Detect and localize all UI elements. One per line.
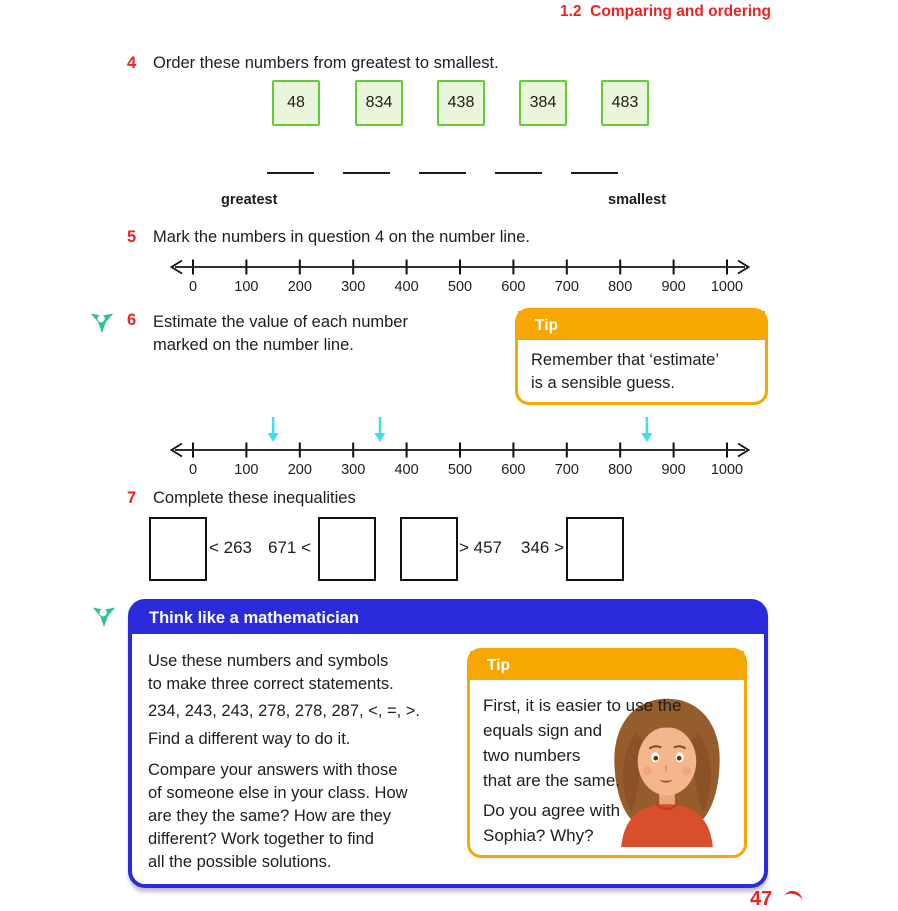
tick-label: 800 [608, 462, 633, 478]
number-line-2[interactable] [168, 414, 752, 484]
answer-box[interactable] [149, 517, 207, 581]
number-card: 483 [601, 80, 649, 126]
tick-label: 0 [188, 462, 198, 478]
think-box [128, 599, 768, 888]
q7-number: 7 [127, 489, 137, 507]
q6-prompt [153, 311, 408, 357]
answer-blank[interactable] [571, 170, 618, 174]
tick-label: 100 [234, 279, 259, 295]
answer-blank[interactable] [495, 170, 542, 174]
inequality-label: 671 < [268, 538, 312, 557]
number-line-axis [168, 414, 752, 460]
answer-box[interactable] [566, 517, 624, 581]
tip-body [518, 340, 765, 401]
q6-prompt-line1: Estimate the value of each number [153, 313, 408, 331]
tick-label: 900 [661, 279, 686, 295]
tick-label: 300 [341, 462, 366, 478]
number-card: 834 [355, 80, 403, 126]
tick-label: 500 [447, 279, 473, 295]
think-text: Find a different way to do it. [148, 730, 351, 748]
think-text: of someone else in your class. How [148, 784, 408, 802]
q6-number: 6 [127, 311, 137, 329]
tip-title: Tip [518, 311, 765, 340]
think-text: Use these numbers and symbols [148, 652, 389, 670]
tick-label: 1000 [710, 279, 744, 295]
q5-number: 5 [127, 228, 137, 246]
inequality-label: > 457 [459, 538, 503, 557]
tick-label: 900 [661, 462, 686, 478]
think-text: different? Work together to find [148, 830, 374, 848]
marker-arrow-350 [374, 417, 385, 442]
q5-prompt: Mark the numbers in question 4 on the number line. [153, 228, 530, 246]
tick-label: 700 [554, 462, 579, 478]
number-card: 438 [437, 80, 485, 126]
think-text: to make three correct statements. [148, 675, 394, 693]
tip-line: is a sensible guess. [531, 374, 675, 392]
answer-blank[interactable] [419, 170, 466, 174]
tip-line: Do you agree with [483, 801, 621, 820]
page-number-fragment: 47 [750, 888, 773, 910]
number-card: 48 [272, 80, 320, 126]
tip-line: First, it is easier to use the [483, 696, 682, 715]
q4-prompt: Order these numbers from greatest to smallest. [153, 54, 499, 72]
tip-line: Remember that ‘estimate’ [531, 351, 719, 369]
think-like-mathematician-icon [90, 600, 118, 633]
answer-box[interactable] [400, 517, 458, 581]
inequality-label: < 263 [209, 538, 253, 557]
tip-line: equals sign and [483, 721, 603, 740]
tick-label: 500 [447, 462, 473, 478]
tip-box [467, 648, 747, 858]
tip-box [515, 308, 768, 405]
page-corner-swoosh [782, 889, 803, 908]
tick-label: 600 [501, 462, 526, 478]
marker-arrow-850 [641, 417, 652, 442]
tick-label: 800 [608, 279, 633, 295]
number-line-1[interactable] [168, 257, 752, 301]
inequality-label: 346 > [521, 538, 565, 557]
tick-label: 0 [188, 279, 198, 295]
think-like-mathematician-icon [88, 306, 116, 339]
tick-label: 200 [287, 462, 312, 478]
think-numbers: 234, 243, 243, 278, 278, 287, <, =, >. [148, 702, 421, 720]
tick-label: 100 [234, 462, 259, 478]
tick-label: 600 [501, 279, 526, 295]
think-box-title: Think like a mathematician [132, 603, 764, 634]
tick-label: 400 [394, 462, 419, 478]
tick-label: 400 [394, 279, 419, 295]
number-line-axis [168, 257, 752, 277]
tick-label: 700 [554, 279, 579, 295]
tick-label: 1000 [710, 462, 744, 478]
number-card: 384 [519, 80, 567, 126]
tip-line: Sophia? Why? [483, 826, 594, 845]
q4-number: 4 [127, 54, 137, 72]
tip-body [470, 680, 744, 855]
tip-line: two numbers [483, 746, 581, 765]
answer-blank[interactable] [343, 170, 390, 174]
tip-title: Tip [470, 651, 744, 680]
tick-label: 300 [341, 279, 366, 295]
marker-arrow-150 [268, 417, 279, 442]
think-text: are they the same? How are they [148, 807, 392, 825]
answer-box[interactable] [318, 517, 376, 581]
tip-line: that are the same. [483, 771, 621, 790]
think-text: Compare your answers with those [148, 761, 398, 779]
q6-prompt-line2: marked on the number line. [153, 336, 354, 354]
tick-label: 200 [287, 279, 312, 295]
section-header: 1.2 Comparing and ordering [560, 3, 771, 20]
think-text: all the possible solutions. [148, 853, 332, 871]
answer-blank[interactable] [267, 170, 314, 174]
greatest-label: greatest [221, 192, 278, 208]
smallest-label: smallest [608, 192, 667, 208]
q7-prompt: Complete these inequalities [153, 489, 356, 507]
